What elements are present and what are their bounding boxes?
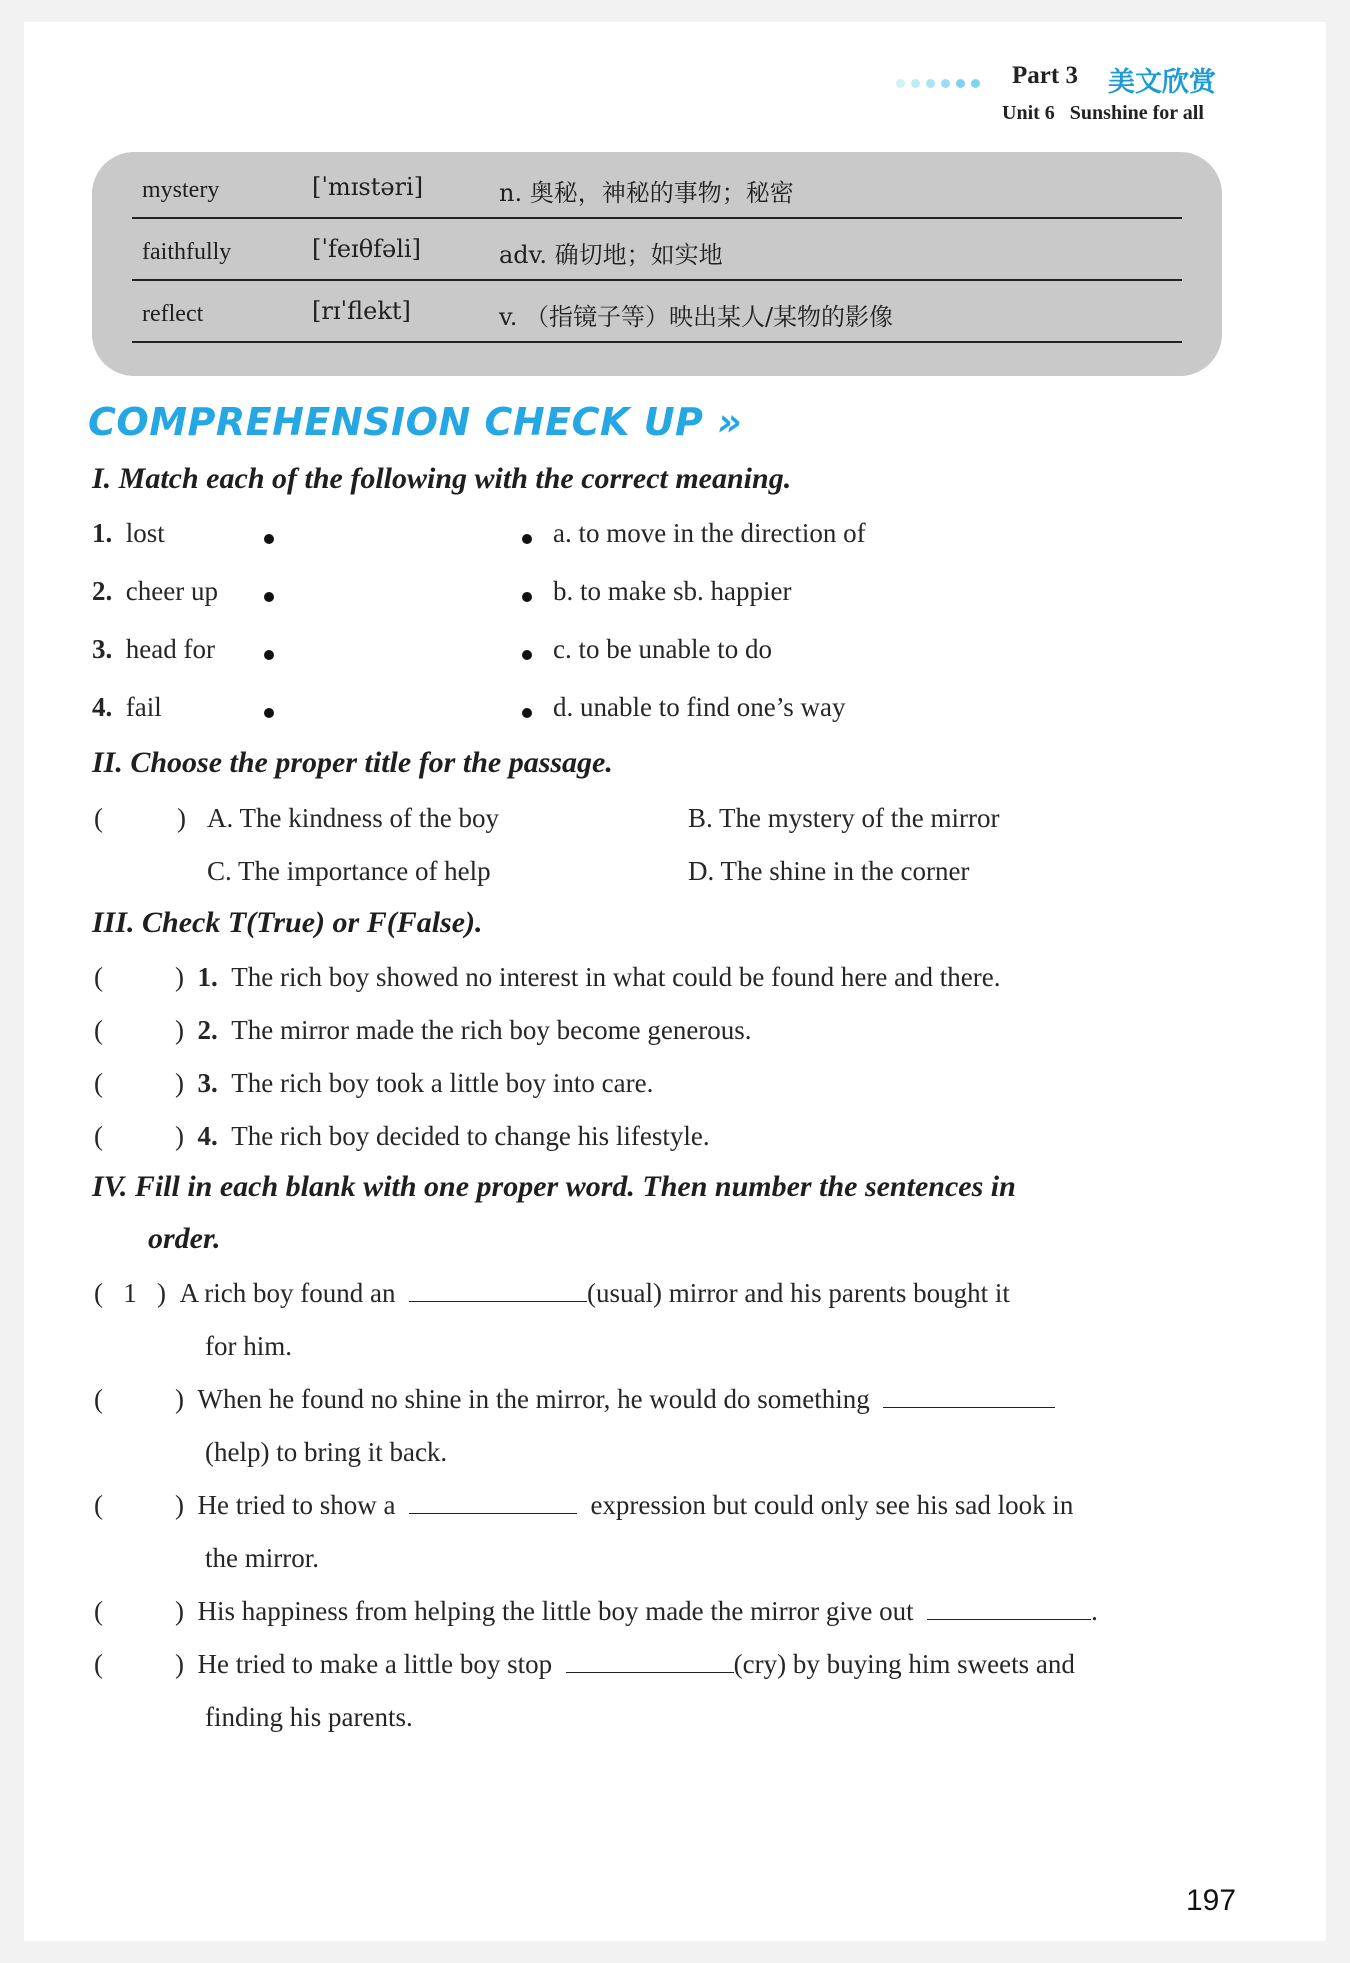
vocab-row xyxy=(132,219,1182,281)
header-unit xyxy=(1002,102,1204,125)
tf-statement: The rich boy decided to change his lifestyle. xyxy=(231,1121,710,1151)
vocab-phonetic: [ˈfeɪθfəli] xyxy=(312,235,421,263)
sentence-continuation: for him. xyxy=(205,1331,292,1361)
comprehension-title xyxy=(88,400,742,444)
option-c[interactable]: C. The importance of help xyxy=(207,856,491,886)
comprehension-title-text: COMPREHENSION CHECK UP xyxy=(88,400,704,444)
match-dot[interactable] xyxy=(522,534,532,544)
match-left-item xyxy=(92,692,162,723)
match-definition: d. unable to find one’s way xyxy=(553,692,846,722)
fill-item-2: ( ) When he found no shine in the mirror, he would do something xyxy=(94,1384,1055,1415)
sentence-text: A rich boy found an xyxy=(179,1278,396,1308)
match-term: lost xyxy=(125,518,165,548)
option-b[interactable]: B. The mystery of the mirror xyxy=(688,803,1000,833)
match-term: head for xyxy=(125,634,215,664)
answer-paren-close: ) xyxy=(177,803,186,833)
item-number: 3. xyxy=(92,634,113,664)
match-left-item xyxy=(92,576,218,607)
header-unit-title: Sunshine for all xyxy=(1069,102,1204,124)
fill-item-3: ( ) He tried to show a expression but could only see his sad look in xyxy=(94,1490,1074,1520)
header-part-cn: 美文欣赏 xyxy=(1108,67,1216,98)
match-dot[interactable] xyxy=(522,708,532,718)
sentence-text: (cry) by buying him sweets and xyxy=(733,1649,1075,1679)
fill-item-1: ( 1 ) A rich boy found an (usual) mirror and his parents bought it xyxy=(94,1278,1010,1308)
item-number: 3. xyxy=(197,1068,218,1098)
sentence-period: . xyxy=(1091,1596,1098,1626)
option-d[interactable]: D. The shine in the corner xyxy=(688,856,970,886)
vocab-row xyxy=(132,157,1182,219)
match-dot[interactable] xyxy=(264,708,274,718)
fill-item-4: ( ) His happiness from helping the little boy made the mirror give out . xyxy=(94,1596,1098,1626)
header-unit-number: Unit 6 xyxy=(1002,102,1055,124)
sentence-text: When he found no shine in the mirror, he would do something xyxy=(197,1384,870,1414)
match-term: fail xyxy=(125,692,162,722)
sentence-continuation: (help) to bring it back. xyxy=(205,1437,448,1467)
match-left-item xyxy=(92,518,165,549)
item-number: 1. xyxy=(197,962,218,992)
blank-input[interactable] xyxy=(883,1385,1055,1408)
section-1-title: I. Match each of the following with the correct meaning. xyxy=(92,462,792,495)
section-4-title-line1: IV. Fill in each blank with one proper word. Then number the sentences in xyxy=(92,1170,1016,1203)
vocab-phonetic: [ˈmɪstəri] xyxy=(312,173,424,201)
match-definition: c. to be unable to do xyxy=(553,634,772,664)
order-answer: 1 xyxy=(123,1278,137,1308)
item-number: 4. xyxy=(92,692,113,722)
section-2-title: II. Choose the proper title for the passage. xyxy=(92,746,613,779)
match-dot[interactable] xyxy=(522,592,532,602)
sentence-text: expression but could only see his sad look in xyxy=(590,1490,1074,1520)
decorative-dots-icon xyxy=(896,75,986,93)
vocab-phonetic: [rɪˈflekt] xyxy=(312,297,411,325)
section-3-title: III. Check T(True) or F(False). xyxy=(92,906,483,939)
match-dot[interactable] xyxy=(264,592,274,602)
sentence-text: (usual) mirror and his parents bought it xyxy=(586,1278,1010,1308)
tf-statement: The mirror made the rich boy become generous. xyxy=(231,1015,752,1045)
sentence-continuation: the mirror. xyxy=(205,1543,319,1573)
vocab-meaning: v. （指镜子等）映出某人/某物的影像 xyxy=(499,303,894,331)
vocab-meaning: n. 奥秘，神秘的事物；秘密 xyxy=(499,179,794,207)
vocab-word: mystery xyxy=(142,177,220,203)
blank-input[interactable] xyxy=(409,1491,577,1514)
vocab-row xyxy=(132,281,1182,343)
match-term: cheer up xyxy=(125,576,218,606)
match-dot[interactable] xyxy=(264,534,274,544)
sentence-text: He tried to make a little boy stop xyxy=(197,1649,553,1679)
vocab-word: reflect xyxy=(142,301,204,327)
vocabulary-box xyxy=(92,152,1222,376)
page-number: 197 xyxy=(1186,1884,1237,1917)
item-number: 2. xyxy=(92,576,113,606)
blank-input[interactable] xyxy=(566,1650,734,1673)
tf-item: ( ) 3. The rich boy took a little boy into care. xyxy=(94,1068,654,1098)
fill-item-5: ( ) He tried to make a little boy stop (cry) by buying him sweets and xyxy=(94,1649,1075,1679)
answer-paren-open: ( xyxy=(94,803,103,833)
section-4-title-line2: order. xyxy=(148,1222,221,1255)
tf-item: ( ) 2. The mirror made the rich boy become generous. xyxy=(94,1015,752,1045)
tf-item: ( ) 1. The rich boy showed no interest in what could be found here and there. xyxy=(94,962,1001,992)
match-dot[interactable] xyxy=(522,650,532,660)
match-definition: b. to make sb. happier xyxy=(553,576,792,606)
tf-statement: The rich boy took a little boy into care. xyxy=(231,1068,654,1098)
blank-input[interactable] xyxy=(927,1597,1091,1620)
option-a[interactable]: A. The kindness of the boy xyxy=(207,803,499,833)
tf-statement: The rich boy showed no interest in what could be found here and there. xyxy=(231,962,1001,992)
sentence-continuation: finding his parents. xyxy=(205,1702,413,1732)
sentence-text: His happiness from helping the little boy made the mirror give out xyxy=(197,1596,914,1626)
item-number: 2. xyxy=(197,1015,218,1045)
vocab-word: faithfully xyxy=(142,239,232,265)
item-number: 1. xyxy=(92,518,113,548)
vocab-meaning: adv. 确切地；如实地 xyxy=(499,241,723,269)
tf-item: ( ) 4. The rich boy decided to change his lifestyle. xyxy=(94,1121,710,1151)
match-definition: a. to move in the direction of xyxy=(553,518,866,548)
sentence-text: He tried to show a xyxy=(197,1490,396,1520)
header-part: Part 3 xyxy=(1012,62,1078,89)
blank-input[interactable] xyxy=(409,1279,587,1302)
match-dot[interactable] xyxy=(264,650,274,660)
item-number: 4. xyxy=(197,1121,218,1151)
double-chevron-icon: » xyxy=(717,400,743,444)
match-left-item xyxy=(92,634,215,665)
